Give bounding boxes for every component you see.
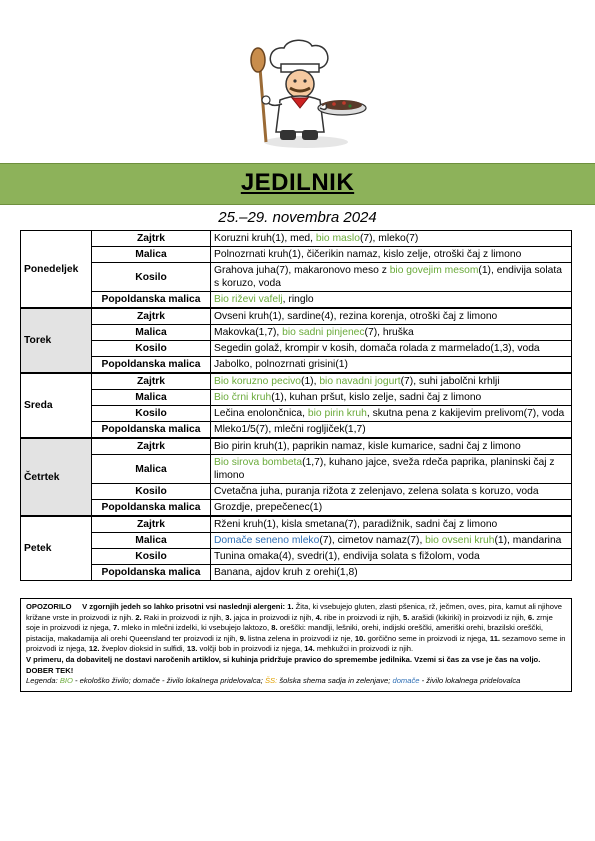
legend-label: Legenda: [26,676,58,686]
allergen-number: 4. [313,612,325,622]
menu-row [21,373,572,390]
meal-label: Popoldanska malica [92,565,211,581]
meal-description [211,373,572,390]
title-banner [0,163,595,205]
allergen-number: 6. [525,612,537,622]
meal-text-segment: Segedin golaž, krompir v kosih, domača rolada z marmelado(1,3), voda [214,343,540,354]
allergen-notice [26,602,566,655]
allergen-text: Raki in proizvodi iz njih, [143,612,224,622]
day-name: Sreda [21,373,92,438]
menu-row [21,455,572,484]
menu-row [21,357,572,374]
meal-label: Malica [92,533,211,549]
allergen-number: 5. [400,612,412,622]
allergen-number: 8. [269,623,280,633]
meal-text-segment: Banana, ajdov kruh z orehi(1,8) [214,567,358,578]
menu-row [21,308,572,325]
meal-label: Zajtrk [92,438,211,455]
meal-text-segment: (7), mleko(7) [359,233,419,244]
meal-text-segment: Bio riževi vafelj [214,294,283,305]
meal-text-segment: bio govejim mesom [389,265,479,276]
meal-text-segment: bio ovseni kruh [425,535,495,546]
meal-description [211,565,572,581]
meal-text-segment: (1), [301,376,320,387]
greeting-text: DOBER TEK! [26,665,74,675]
meal-text-segment: (7), suhi jabolčni krhlji [400,376,500,387]
meal-text-segment: (1), endivija solata s koruzo, voda [214,265,562,289]
day-name: Petek [21,516,92,581]
meal-label: Malica [92,325,211,341]
meal-text-segment: Bio koruzno pecivo [214,376,302,387]
meal-description [211,500,572,517]
meal-description [211,516,572,533]
meal-text-segment: Domače seneno mleko [214,535,320,546]
meal-label: Kosilo [92,406,211,422]
allergen-number: 11. [487,633,503,643]
allergen-text: gorčično seme in proizvodi iz njega, [367,633,488,643]
meal-description [211,292,572,309]
meal-description [211,549,572,565]
legend-ss: ŠS: [264,676,278,686]
allergen-text: mehkužci in proizvodi iz njih. [316,644,414,654]
menu-row [21,406,572,422]
chef-illustration [236,38,370,150]
meal-text-segment: Grahova juha(7), makaronovo meso z [214,265,390,276]
allergen-text: mleko in mlečni izdelki, ki vsebujejo laktozo, [121,623,270,633]
meal-label: Malica [92,390,211,406]
meal-text-segment: bio navadni jogurt [319,376,401,387]
meal-text-segment: , skutna pena z kakijevim prelivom(7), voda [366,408,565,419]
legend-bio: BIO [59,676,73,686]
meal-label: Kosilo [92,549,211,565]
meal-description [211,455,572,484]
meal-text-segment: (7), cimetov namaz(7), [319,535,426,546]
allergen-text: žveplov dioksid in sulfidi, [101,644,185,654]
meal-text-segment: Makovka(1,7), [214,327,283,338]
meal-text-segment: Jabolko, polnozrnati grisini(1) [214,359,348,370]
menu-body [21,231,572,581]
meal-description [211,484,572,500]
allergen-intro: V zgornjih jedeh so lahko prisotni vsi naslednji alergeni: [82,602,286,611]
meal-label: Zajtrk [92,231,211,247]
date-range: 25.–29. novembra 2024 [218,209,377,226]
allergen-number: 9. [237,633,249,643]
allergen-number: 14. [302,644,317,654]
allergen-text: jajca in proizvodi iz njih, [233,612,314,622]
legend [26,676,566,687]
meal-label: Zajtrk [92,516,211,533]
meal-label: Popoldanska malica [92,357,211,374]
meal-text-segment: bio pirin kruh [307,408,367,419]
meal-description [211,325,572,341]
day-name: Ponedeljek [21,231,92,309]
menu-row [21,247,572,263]
meal-text-segment: Lečina enolončnica, [214,408,308,419]
menu-row [21,231,572,247]
meal-description [211,406,572,422]
allergen-text: volčji bob in proizvodi iz njega, [199,644,303,654]
meal-text-segment: (1), kuhan pršut, kislo zelje, sadni čaj z limono [271,392,482,403]
allergen-text: listna zelena in proizvodi iz nje, [248,633,353,643]
allergen-text: ribe in proizvodi iz njih, [324,612,401,622]
meal-text-segment: Tunina omaka(4), svedri(1), endivija solata s fižolom, voda [214,551,480,562]
menu-row [21,533,572,549]
meal-text-segment: Mleko1/5(7), mlečni rogljiček(1,7) [214,424,366,435]
meal-label: Kosilo [92,484,211,500]
substitution-note [26,655,566,666]
allergen-number: 2. [133,612,144,622]
meal-text-segment: Grozdje, prepečenec(1) [214,502,323,513]
meal-description [211,247,572,263]
day-name: Torek [21,308,92,373]
day-name: Četrtek [21,438,92,516]
meal-description [211,357,572,374]
allergen-number: 13. [184,644,200,654]
meal-description [211,390,572,406]
meal-label: Zajtrk [92,308,211,325]
meal-description [211,438,572,455]
allergen-text: oreščki: mandlji, lešniki, orehi, indijski oreščki, ameriški orehi, brazilski oreščki, pistacija, makadamija ali orehi Queensland ter proizvodi iz njih, [26,623,544,643]
allergen-text: arašidi (kikiriki) in proizvodi iz njih, [411,612,526,622]
meal-text-segment: Bio črni kruh [214,392,272,403]
legend-domace: domače [392,676,420,686]
menu-row [21,484,572,500]
meal-description [211,263,572,292]
meal-text-segment: Koruzni kruh(1), med, [214,233,316,244]
menu-row [21,500,572,517]
menu-row [21,422,572,439]
menu-row [21,549,572,565]
legend-domace-desc: - živilo lokalnega pridelovalca [419,676,521,686]
meal-text-segment: Ovseni kruh(1), sardine(4), rezina korenja, otroški čaj z limono [214,311,498,322]
menu-row [21,341,572,357]
meal-label: Malica [92,455,211,484]
meal-description [211,533,572,549]
allergen-number: 10. [352,633,368,643]
meal-description [211,308,572,325]
meal-label: Popoldanska malica [92,500,211,517]
meal-label: Zajtrk [92,373,211,390]
menu-row [21,263,572,292]
meal-label: Malica [92,247,211,263]
meal-text-segment: Rženi kruh(1), kisla smetana(7), paradižnik, sadni čaj z limono [214,519,498,530]
substitution-text: V primeru, da dobavitelj ne dostavi naročenih artiklov, si kuhinja pridržuje pravico do spremembe jedilnika. Vzemi si čas za vse je čas na voljo. [26,654,541,664]
allergen-number: 7. [110,623,122,633]
meal-text-segment: (1), mandarina [494,535,562,546]
allergen-text: sezamovo seme in proizvodi iz njega, [26,633,566,654]
menu-row [21,390,572,406]
legend-ss-desc: šolska shema sadja in zelenjave; [277,676,391,686]
meal-text-segment: Cvetačna juha, puranja rižota z zelenjavo, zelena solata s koruzo, voda [214,486,539,497]
menu-row [21,438,572,455]
greeting [26,666,566,677]
meal-description [211,231,572,247]
page-title: JEDILNIK [240,169,355,196]
allergen-number: 3. [223,612,234,622]
meal-text-segment: (1,7), kuhano jajce, sveža rdeča paprika, planinski čaj z limono [214,457,555,481]
meal-label: Kosilo [92,341,211,357]
notes-box [20,598,572,692]
legend-bio-desc: - ekološko živilo; domače - živilo lokalnega pridelovalca; [72,676,263,686]
meal-text-segment: bio sadni pinjenec [282,327,365,338]
warning-title: OPOZORILO [26,602,72,611]
meal-description [211,341,572,357]
menu-row [21,292,572,309]
meal-label: Kosilo [92,263,211,292]
meal-label: Popoldanska malica [92,422,211,439]
meal-text-segment: (7), hruška [364,327,414,338]
meal-text-segment: Polnozrnati kruh(1), čičerikin namaz, kislo zelje, otroški čaj z limono [214,249,522,260]
meal-text-segment: bio maslo [315,233,360,244]
allergen-text: zrnje soje in proizvodi iz njega, [26,612,553,633]
menu-row [21,325,572,341]
allergen-text: Žita, ki vsebujejo gluten, zlasti pšenica, rž, ječmen, oves, pira, kamut ali njihove križane vrste in proizvodi iz njih. [26,602,562,622]
meal-description [211,422,572,439]
allergen-number: 12. [86,644,102,654]
meal-text-segment: Bio sirova bombeta [214,457,303,468]
meal-text-segment: Bio pirin kruh(1), paprikin namaz, kisle kumarice, sadni čaj z limono [214,441,521,452]
meal-label: Popoldanska malica [92,292,211,309]
menu-row [21,516,572,533]
menu-row [21,565,572,581]
menu-table [20,230,572,581]
meal-text-segment: , ringlo [282,294,314,305]
allergen-number: 1. [287,602,296,611]
